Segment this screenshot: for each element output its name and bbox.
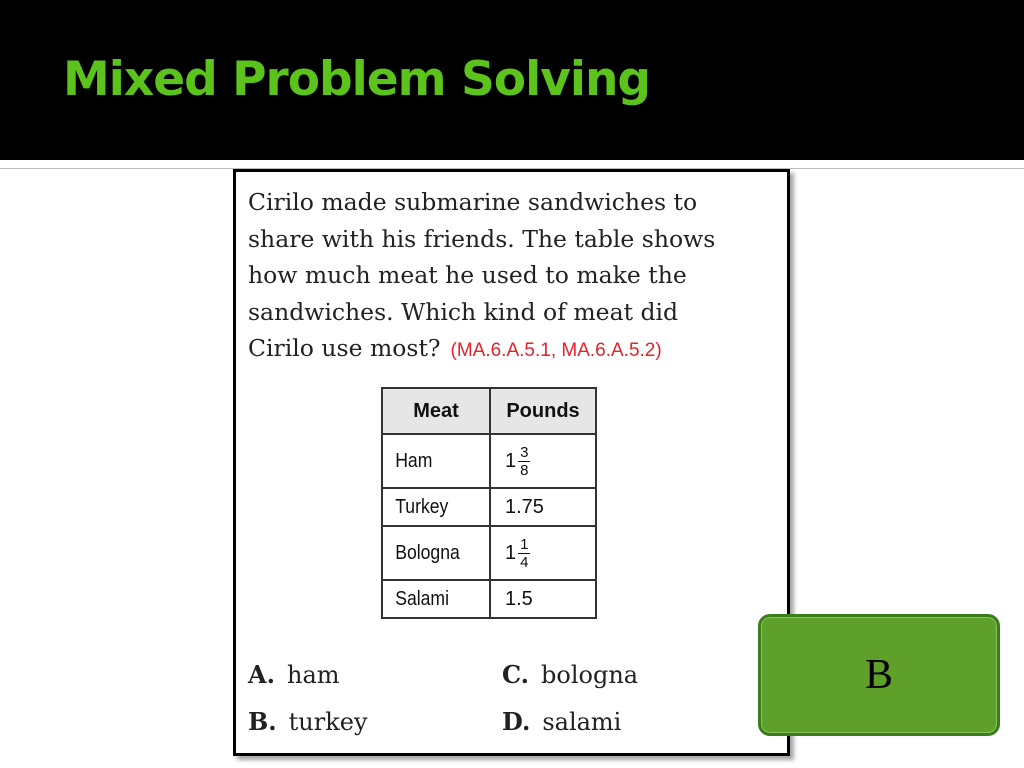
choice-text: salami	[542, 708, 622, 736]
denominator: 8	[520, 461, 529, 479]
meat-table	[381, 387, 597, 619]
problem-question: Cirilo use most?	[248, 334, 441, 362]
table-row	[382, 580, 596, 618]
table-row	[382, 488, 596, 526]
choice-letter: C.	[502, 660, 530, 689]
meat-cell: Salami	[382, 580, 477, 618]
mixed-number	[505, 536, 530, 571]
numerator: 1	[520, 535, 529, 553]
choice-text: turkey	[288, 708, 368, 736]
meat-cell: Turkey	[382, 488, 477, 526]
answer-button[interactable]	[758, 614, 1000, 736]
fraction	[518, 536, 530, 571]
problem-line: share with his friends. The table shows	[248, 224, 716, 253]
problem-line: how much meat he used to make the	[248, 261, 687, 289]
answer-text: B	[864, 652, 893, 698]
choice-b	[248, 707, 368, 736]
fraction	[518, 444, 530, 479]
meat-cell: Ham	[382, 434, 477, 488]
whole-part: 1	[505, 449, 517, 472]
problem-line-last	[248, 330, 783, 370]
problem-text	[248, 184, 783, 370]
meat-cell: Bologna	[382, 526, 477, 580]
table-header-row	[382, 388, 596, 434]
choice-letter: A.	[248, 660, 275, 689]
choice-a	[248, 660, 340, 689]
problem-line: sandwiches. Which kind of meat did	[248, 297, 679, 326]
pounds-cell	[490, 526, 596, 580]
column-header-pounds: Pounds	[490, 388, 596, 434]
pounds-cell: 1.75	[490, 488, 596, 526]
choice-letter: B.	[248, 707, 277, 736]
problem-line: Cirilo made submarine sandwiches to	[248, 188, 698, 216]
pounds-cell	[490, 434, 596, 488]
choice-text: bologna	[541, 661, 639, 689]
choice-d	[502, 707, 621, 736]
numerator: 3	[520, 443, 529, 461]
whole-part: 1	[505, 541, 517, 564]
table-row	[382, 526, 596, 580]
title-bar	[0, 0, 1024, 160]
mixed-number	[505, 444, 530, 479]
pounds-cell: 1.5	[490, 580, 596, 618]
choice-text: ham	[286, 661, 340, 689]
denominator: 4	[520, 553, 529, 571]
table-row	[382, 434, 596, 488]
title-divider	[0, 160, 1024, 169]
column-header-meat: Meat	[382, 388, 490, 434]
problem-box	[233, 169, 790, 756]
choice-c	[502, 660, 638, 689]
standard-reference: (MA.6.A.5.1, MA.6.A.5.2)	[450, 340, 662, 361]
slide-title: Mixed Problem Solving	[63, 52, 651, 107]
choice-letter: D.	[502, 707, 531, 736]
